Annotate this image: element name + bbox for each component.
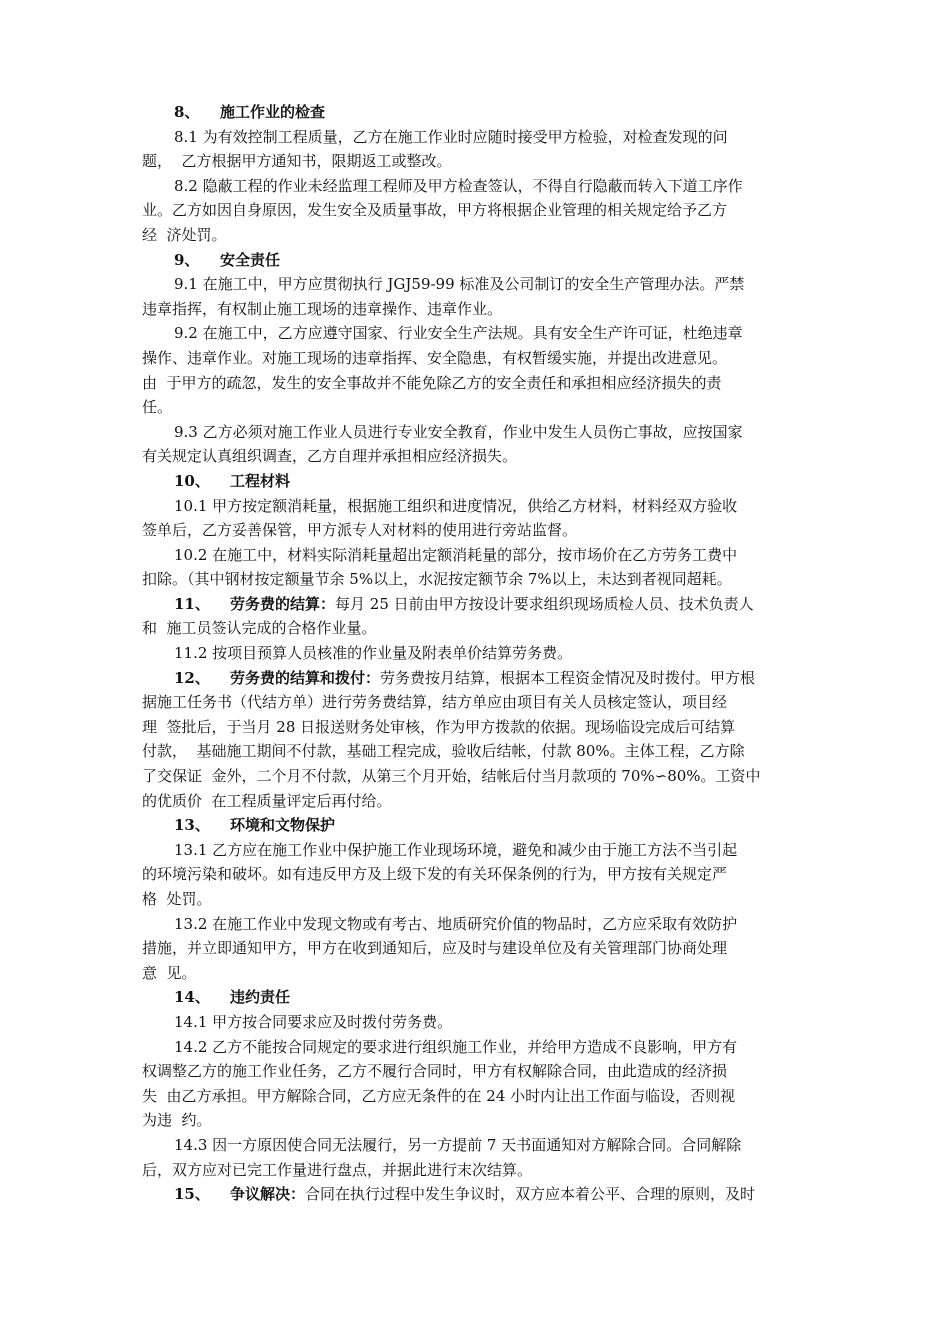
section-title: 劳务费的结算： <box>230 594 336 613</box>
document-page <box>142 100 822 1207</box>
paragraph-line: 14.1 甲方按合同要求应及时拨付劳务费。 <box>174 1012 453 1031</box>
section-title: 争议解决： <box>230 1185 306 1204</box>
section-12-heading <box>142 666 822 691</box>
paragraph-line: 签单后，乙方妥善保管，甲方派专人对材料的使用进行旁站监督。 <box>142 521 578 540</box>
section-number: 9、 <box>174 250 200 269</box>
section-15-heading <box>142 1182 822 1207</box>
section-title: 工程材料 <box>230 471 291 490</box>
paragraph-line: 格 处罚。 <box>142 890 212 908</box>
paragraph-line: 经 济处罚。 <box>142 225 227 244</box>
section-number: 8、 <box>174 103 200 121</box>
paragraph-line: 14.3 因一方原因使合同无法履行，另一方提前 7 天书面通知对方解除合同。合同解除 <box>174 1135 742 1154</box>
paragraph-line: 题， 乙方根据甲方通知书，限期返工或整改。 <box>142 152 452 171</box>
paragraph-line: 意 见。 <box>142 963 197 982</box>
paragraph-line: 后，双方应对已完工作量进行盘点，并据此进行末次结算。 <box>142 1160 533 1179</box>
section-title: 劳务费的结算和拨付： <box>230 668 381 687</box>
section-14-heading <box>142 985 822 1010</box>
paragraph-line: 业。乙方如因自身原因，发生安全及质量事故，甲方将根据企业管理的相关规定给予乙方 <box>142 201 728 220</box>
section-10-heading <box>142 469 822 494</box>
paragraph-line: 13.1 乙方应在施工作业中保护施工作业现场环境，避免和减少由于施工方法不当引起 <box>174 840 738 859</box>
paragraph-line: 8.2 隐蔽工程的作业未经监理工程师及甲方检查签认，不得自行隐蔽而转入下道工序作 <box>174 176 743 195</box>
paragraph-line: 权调整乙方的施工作业任务，乙方不履行合同时，甲方有权解除合同，由此造成的经济损 <box>142 1062 728 1081</box>
section-number: 11、 <box>174 594 210 613</box>
section-8-heading <box>142 100 822 125</box>
paragraph-line: 为违 约。 <box>142 1111 212 1130</box>
paragraph-text: 劳务费按月结算，根据本工程资金情况及时拨付。甲方根 <box>380 668 756 687</box>
section-number: 10、 <box>174 471 210 490</box>
section-number: 14、 <box>174 988 210 1007</box>
paragraph-line: 9.3 乙方必须对施工作业人员进行专业安全教育，作业中发生人员伤亡事故，应按国家 <box>174 422 743 441</box>
paragraph-line: 了交保证 金外，二个月不付款，从第三个月开始，结帐后付当月款项的 70%∽80%。工资中 <box>142 767 761 786</box>
paragraph-text: 每月 25 日前由甲方按设计要求组织现场质检人员、技术负责人 <box>335 594 754 613</box>
paragraph-line: 13.2 在施工作业中发现文物或有考古、地质研究价值的物品时，乙方应采取有效防护 <box>174 914 738 933</box>
section-number: 13、 <box>174 816 210 835</box>
paragraph-line: 理 签批后，于当月 28 日报送财务处审核，作为甲方拨款的依据。现场临设完成后可结算 <box>142 717 736 736</box>
paragraph-text: 合同在执行过程中发生争议时，双方应本着公平、合理的原则，及时 <box>305 1185 756 1204</box>
paragraph-line: 失 由乙方承担。甲方解除合同，乙方应无条件的在 24 小时内让出工作面与临设，否则视 <box>142 1086 736 1105</box>
paragraph-line: 付款， 基础施工期间不付款，基础工程完成，验收后结帐，付款 80%。主体工程，乙方除 <box>142 742 745 761</box>
paragraph-line: 11.2 按项目预算人员核准的作业量及附表单价结算劳务费。 <box>174 644 573 663</box>
paragraph-line: 违章指挥，有权制止施工现场的违章操作、违章作业。 <box>142 299 503 318</box>
paragraph-line: 9.1 在施工中，甲方应贯彻执行 JGJ59-99 标准及公司制订的安全生产管理办法。严禁 <box>174 275 745 294</box>
paragraph-line: 扣除。（其中钢材按定额量节余 5%以上，水泥按定额节余 7%以上，未达到者视同超耗。 <box>142 570 732 589</box>
paragraph-line: 有关规定认真组织调查，乙方自理并承担相应经济损失。 <box>142 447 518 466</box>
section-title: 环境和文物保护 <box>230 816 336 835</box>
section-title: 安全责任 <box>220 250 281 269</box>
section-13-heading <box>142 813 822 838</box>
section-number: 12、 <box>174 668 210 687</box>
paragraph-line: 据施工任务书（代结方单）进行劳务费结算，结方单应由项目有关人员核定签认，项目经 <box>142 693 728 712</box>
paragraph-line: 由 于甲方的疏忽，发生的安全事故并不能免除乙方的安全责任和承担相应经济损失的责 <box>142 373 722 392</box>
paragraph-line: 9.2 在施工中，乙方应遵守国家、行业安全生产法规。具有安全生产许可证，杜绝违章 <box>174 324 743 343</box>
section-title: 施工作业的检查 <box>220 103 326 121</box>
paragraph-line: 和 施工员签认完成的合格作业量。 <box>142 619 377 638</box>
section-11-heading <box>142 592 822 617</box>
paragraph-line: 的环境污染和破坏。如有违反甲方及上级下发的有关环保条例的行为，甲方按有关规定严 <box>142 865 728 884</box>
paragraph-line: 操作、违章作业。对施工现场的违章指挥、安全隐患，有权暂缓实施，并提出改进意见。 <box>142 348 728 367</box>
paragraph-line: 14.2 乙方不能按合同规定的要求进行组织施工作业，并给甲方造成不良影响，甲方有 <box>174 1037 738 1056</box>
paragraph-line: 任。 <box>142 398 173 417</box>
paragraph-line: 10.1 甲方按定额消耗量，根据施工组织和进度情况，供给乙方材料，材料经双方验收 <box>174 496 738 515</box>
paragraph-line: 措施，并立即通知甲方，甲方在收到通知后，应及时与建设单位及有关管理部门协商处理 <box>142 939 728 958</box>
section-title: 违约责任 <box>230 988 291 1007</box>
paragraph-line: 10.2 在施工中，材料实际消耗量超出定额消耗量的部分，按市场价在乙方劳务工费中 <box>174 545 738 564</box>
paragraph-line: 8.1 为有效控制工程质量，乙方在施工作业时应随时接受甲方检验，对检查发现的问 <box>174 127 728 146</box>
paragraph-line: 的优质价 在工程质量评定后再付给。 <box>142 791 392 810</box>
section-number: 15、 <box>174 1185 210 1204</box>
section-9-heading <box>142 248 822 273</box>
